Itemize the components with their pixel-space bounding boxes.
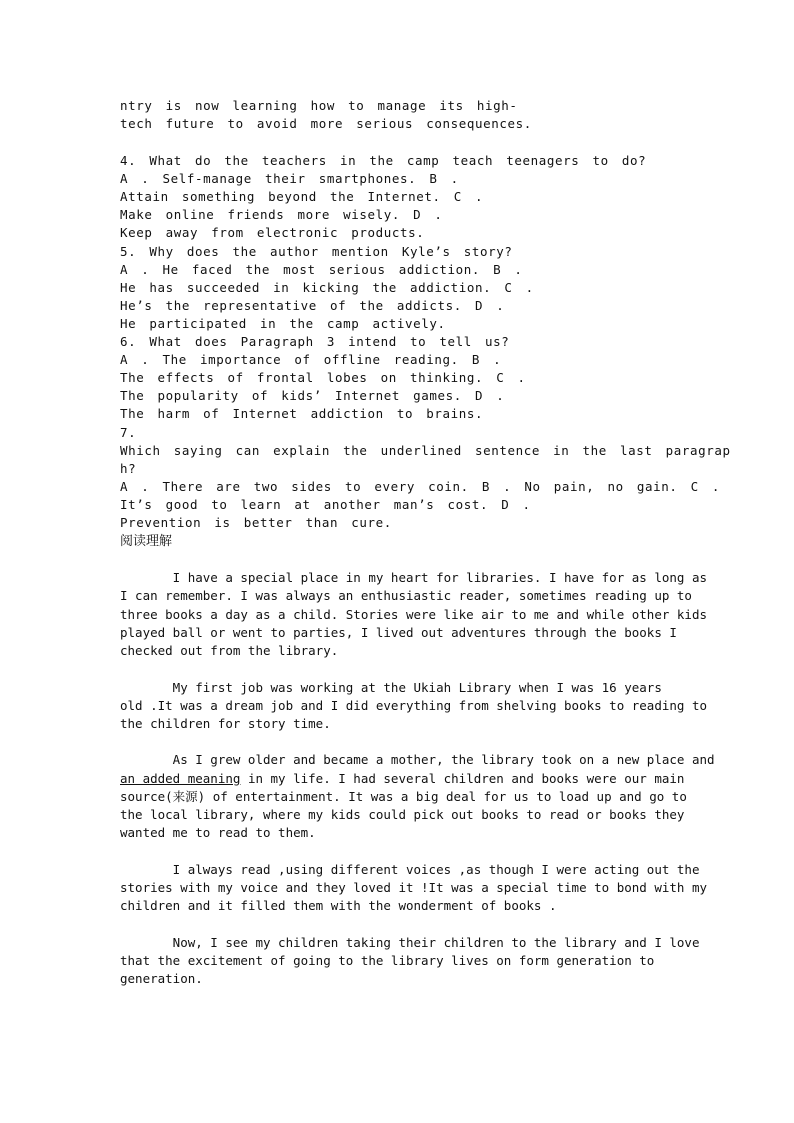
answer-option: It’s good to learn at another man’s cost. D .: [120, 497, 531, 512]
question-stem: 6. What does Paragraph 3 intend to tell us?: [120, 334, 510, 349]
answer-option: He has succeeded in kicking the addiction. C .: [120, 280, 534, 295]
answer-option: A . There are two sides to every coin. B . No pain, no gain. C .: [120, 479, 721, 494]
answer-option: The effects of frontal lobes on thinking. C .: [120, 370, 526, 385]
text-line: I have a special place in my heart for libraries. I have for as long as: [120, 570, 707, 585]
text-line: My first job was working at the Ukiah Library when I was 16 years: [120, 680, 662, 695]
question-stem: Which saying can explain the underlined sentence in the last paragrap: [120, 443, 731, 458]
answer-option: Make online friends more wisely. D .: [120, 207, 443, 222]
text-line: As I grew older and became a mother, the library took on a new place and: [120, 752, 715, 767]
answer-option: A . The importance of offline reading. B .: [120, 352, 502, 367]
answer-option: Keep away from electronic products.: [120, 225, 425, 240]
answer-option: He’s the representative of the addicts. D .: [120, 298, 505, 313]
text-line: children and it filled them with the wonderment of books .: [120, 898, 557, 913]
text-line: the local library, where my kids could pick out books to read or books they: [120, 807, 685, 822]
text-line: checked out from the library.: [120, 643, 339, 658]
text-line: I always read ,using different voices ,as though I were acting out the: [120, 862, 700, 877]
answer-option: Attain something beyond the Internet. C .: [120, 189, 484, 204]
text-line: Now, I see my children taking their children to the library and I love: [120, 935, 700, 950]
text-line: the children for story time.: [120, 716, 331, 731]
text-line: tech future to avoid more serious consequences.: [120, 116, 532, 131]
text-line: three books a day as a child. Stories were like air to me and while other kids: [120, 607, 707, 622]
text-line: I can remember. I was always an enthusiastic reader, sometimes reading up to: [120, 588, 692, 603]
question-stem: 4. What do the teachers in the camp teach teenagers to do?: [120, 153, 647, 168]
answer-option: A . He faced the most serious addiction. B .: [120, 262, 523, 277]
text-line: wanted me to read to them.: [120, 825, 316, 840]
question-stem: h?: [120, 461, 137, 476]
answer-option: Prevention is better than cure.: [120, 515, 392, 530]
text-line: that the excitement of going to the library lives on form generation to: [120, 953, 655, 968]
text-line: old .It was a dream job and I did everything from shelving books to reading to: [120, 698, 707, 713]
text-line: played ball or went to parties, I lived out adventures through the books I: [120, 625, 677, 640]
question-stem: 5. Why does the author mention Kyle’s story?: [120, 244, 513, 259]
text-line: [120, 770, 684, 788]
question-number: 7.: [120, 425, 137, 440]
answer-option: The popularity of kids’ Internet games. D .: [120, 388, 505, 403]
text-line: ntry is now learning how to manage its high-: [120, 98, 518, 113]
text-line: stories with my voice and they loved it !It was a special time to bond with my: [120, 880, 707, 895]
answer-option: A . Self-manage their smartphones. B .: [120, 171, 459, 186]
underlined-phrase: an added meaning: [120, 771, 241, 786]
text-line: generation.: [120, 971, 203, 986]
text-span: in my life. I had several children and books were our main: [240, 771, 685, 786]
answer-option: The harm of Internet addiction to brains.: [120, 406, 484, 421]
section-heading: 阅读理解: [120, 534, 173, 549]
answer-option: He participated in the camp actively.: [120, 316, 446, 331]
text-line: source(来源) of entertainment. It was a big deal for us to load up and go to: [120, 789, 687, 804]
